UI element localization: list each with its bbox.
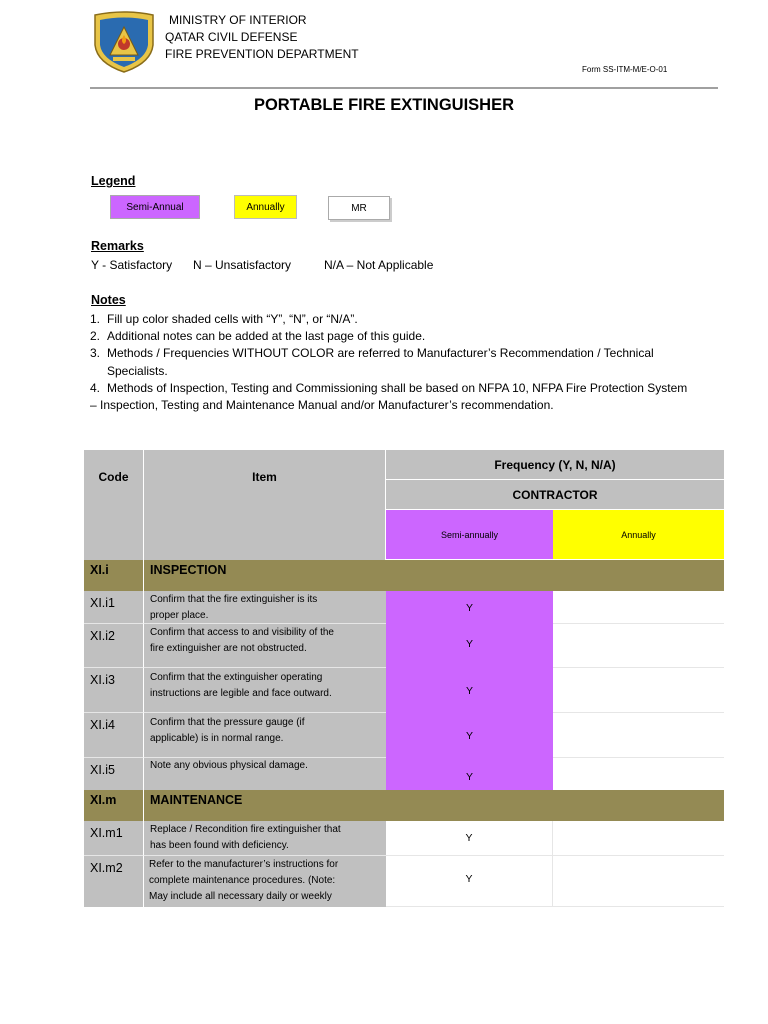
- ministry-name: MINISTRY OF INTERIOR: [169, 13, 307, 27]
- annual-input-cell[interactable]: [553, 668, 724, 713]
- row-code: XI.m2: [84, 856, 144, 907]
- col-contractor-header: CONTRACTOR: [386, 480, 724, 509]
- row-code: XI.i3: [84, 668, 144, 713]
- note-4: 4. Methods of Inspection, Testing and Commissioning shall be based on NFPA 10, NFPA Fire Protection System: [90, 380, 688, 395]
- col-frequency-header: Frequency (Y, N, N/A): [386, 450, 724, 480]
- legend-heading: Legend: [91, 174, 136, 188]
- col-item-header: Item: [144, 450, 386, 560]
- organization-header: [165, 12, 359, 63]
- annual-input-cell[interactable]: [553, 856, 724, 907]
- section-code-maintenance: XI.m: [84, 790, 144, 821]
- row-item: Confirm that the extinguisher operating instructions are legible and face outward.: [144, 668, 386, 713]
- note-1: 1. Fill up color shaded cells with “Y”, “N”, or “N/A”.: [90, 312, 358, 326]
- notes-heading: Notes: [91, 293, 126, 307]
- annual-input-cell[interactable]: [553, 624, 724, 668]
- department-name: FIRE PREVENTION DEPARTMENT: [165, 47, 359, 61]
- header-divider: [90, 87, 718, 89]
- row-code: XI.i1: [84, 591, 144, 624]
- row-item: Replace / Recondition fire extinguisher that has been found with deficiency.: [144, 821, 386, 856]
- document-title: PORTABLE FIRE EXTINGUISHER: [253, 96, 515, 114]
- annual-input-cell[interactable]: [553, 713, 724, 758]
- semi-annual-input-cell[interactable]: Y: [386, 758, 553, 790]
- semi-annual-input-cell[interactable]: Y: [386, 591, 553, 624]
- section-title-maintenance: MAINTENANCE: [144, 790, 724, 821]
- row-code: XI.i5: [84, 758, 144, 790]
- row-item: Confirm that the pressure gauge (if applicable) is in normal range.: [144, 713, 386, 758]
- semi-annual-input-cell[interactable]: Y: [386, 821, 553, 856]
- note-3: 3. Methods / Frequencies WITHOUT COLOR are referred to Manufacturer’s Recommendation / Technical: [90, 346, 654, 361]
- col-code-header: Code: [84, 450, 144, 560]
- note-2: 2. Additional notes can be added at the last page of this guide.: [90, 329, 426, 344]
- row-item: Confirm that access to and visibility of the fire extinguisher are not obstructed.: [144, 624, 386, 668]
- remarks-heading: Remarks: [91, 239, 144, 253]
- semi-annual-input-cell[interactable]: Y: [386, 668, 553, 713]
- form-code: Form SS-ITM-M/E-O-01: [582, 65, 668, 74]
- row-code: XI.i4: [84, 713, 144, 758]
- notes-list: [90, 311, 720, 414]
- col-semi-annually-header: Semi-annually: [386, 510, 553, 559]
- annual-input-cell[interactable]: [553, 591, 724, 624]
- row-code: XI.m1: [84, 821, 144, 856]
- semi-annual-input-cell[interactable]: Y: [386, 713, 553, 758]
- row-item: Confirm that the fire extinguisher is its proper place.: [144, 591, 386, 624]
- annual-input-cell[interactable]: [553, 758, 724, 790]
- remark-y: Y - Satisfactory: [91, 258, 173, 272]
- civil-defense-name: QATAR CIVIL DEFENSE: [165, 30, 298, 44]
- row-item: Refer to the manufacturer’s instructions for complete maintenance procedures. (Note: May include all necessary daily or weekly: [144, 856, 386, 907]
- row-code: XI.i2: [84, 624, 144, 668]
- col-annually-header: Annually: [553, 510, 724, 559]
- section-title-inspection: INSPECTION: [144, 560, 724, 591]
- legend-semi-annual: Semi-Annual: [110, 195, 200, 219]
- remark-na: N/A – Not Applicable: [324, 258, 434, 272]
- annual-input-cell[interactable]: [553, 821, 724, 856]
- semi-annual-input-cell[interactable]: Y: [386, 856, 553, 907]
- section-code-inspection: XI.i: [84, 560, 144, 591]
- legend-annually: Annually: [234, 195, 297, 219]
- remark-n: N – Unsatisfactory: [193, 258, 292, 272]
- note-4-continued: – Inspection, Testing and Maintenance Manual and/or Manufacturer’s recommendation.: [90, 398, 554, 413]
- note-3-continued: Specialists.: [107, 363, 168, 378]
- remarks-line: [91, 257, 433, 274]
- row-item: Note any obvious physical damage.: [144, 758, 386, 790]
- semi-annual-input-cell[interactable]: Y: [386, 624, 553, 668]
- qatar-civil-defense-logo: [91, 11, 157, 73]
- legend-mr: MR: [328, 196, 390, 220]
